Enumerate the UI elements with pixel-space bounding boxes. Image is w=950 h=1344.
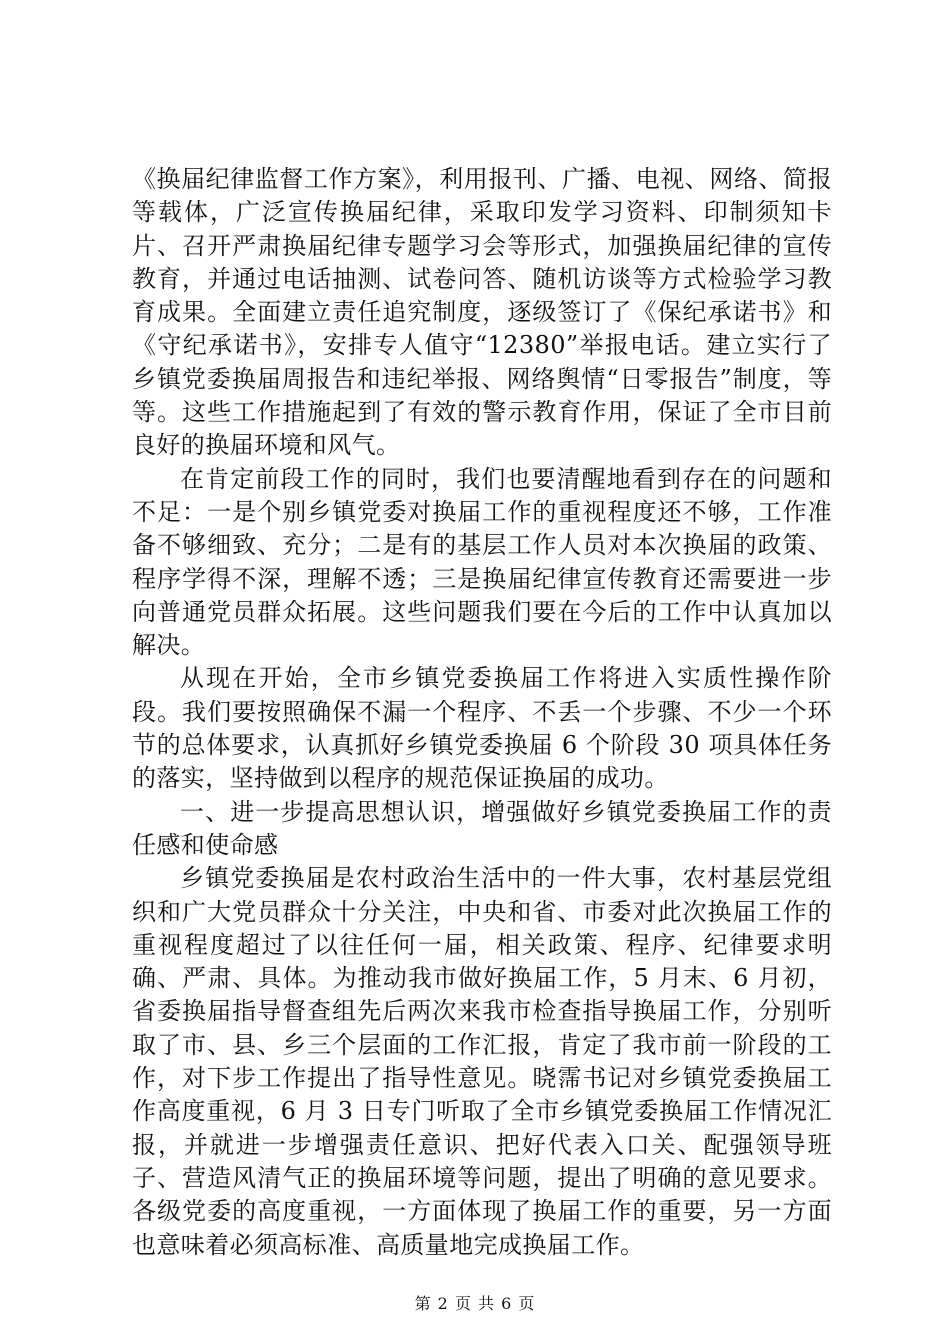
page-footer: 第 2 页 共 6 页 xyxy=(414,1294,536,1313)
paragraph-continuation: 《换届纪律监督工作方案》，利用报刊、广播、电视、网络、简报等载体，广泛宣传换届纪律，采取印发学习资料、印制须知卡片、召开严肃换届纪律专题学习会等形式，加强换届纪律的宣传教育，并通过电话抽测、试卷问答、随机访谈等方式检验学习教育成果。全面建立责任追究制度，逐级签订了《保纪承诺书》和《守纪承诺书》，安排专人值守“12380”举报电话。建立实行了乡镇党委换届周报告和违纪举报、网络舆情“日零报告”制度，等等。这些工作措施起到了有效的警示教育作用，保证了全市目前良好的换届环境和风气。 xyxy=(132,165,832,460)
paragraph-problems: 在肯定前段工作的同时，我们也要清醒地看到存在的问题和不足：一是个别乡镇党委对换届工作的重视程度还不够，工作准备不够细致、充分；二是有的基层工作人员对本次换届的政策、程序学得不深，理解不透；三是换届纪律宣传教育还需要进一步向普通党员群众拓展。这些问题我们要在今后的工作中认真加以解决。 xyxy=(132,464,832,660)
paragraph-next-stage: 从现在开始，全市乡镇党委换届工作将进入实质性操作阶段。我们要按照确保不漏一个程序、不丢一个步骤、不少一个环节的总体要求，认真抓好乡镇党委换届 6 个阶段 30 项具体任务的落实，坚持做到以程序的规范保证换届的成功。 xyxy=(132,664,832,793)
document-body xyxy=(132,163,832,1262)
section-heading-one: 一、进一步提高思想认识，增强做好乡镇党委换届工作的责任感和使命感 xyxy=(132,797,832,859)
paragraph-importance: 乡镇党委换届是农村政治生活中的一件大事，农村基层党组织和广大党员群众十分关注，中央和省、市委对此次换届工作的重视程度超过了以往任何一届，相关政策、程序、纪律要求明确、严肃、具体。为推动我市做好换届工作，5 月末、6 月初，省委换届指导督查组先后两次来我市检查指导换届工作，分别听取了市、县、乡三个层面的工作汇报，肯定了我市前一阶段的工作，对下步工作提出了指导性意见。晓霈书记对乡镇党委换届工作高度重视，6 月 3 日专门听取了全市乡镇党委换届工作情况汇报，并就进一步增强责任意识、把好代表入口关、配强领导班子、营造风清气正的换届环境等问题，提出了明确的意见要求。各级党委的高度重视，一方面体现了换届工作的重要，另一方面也意味着必须高标准、高质量地完成换届工作。 xyxy=(132,864,832,1259)
